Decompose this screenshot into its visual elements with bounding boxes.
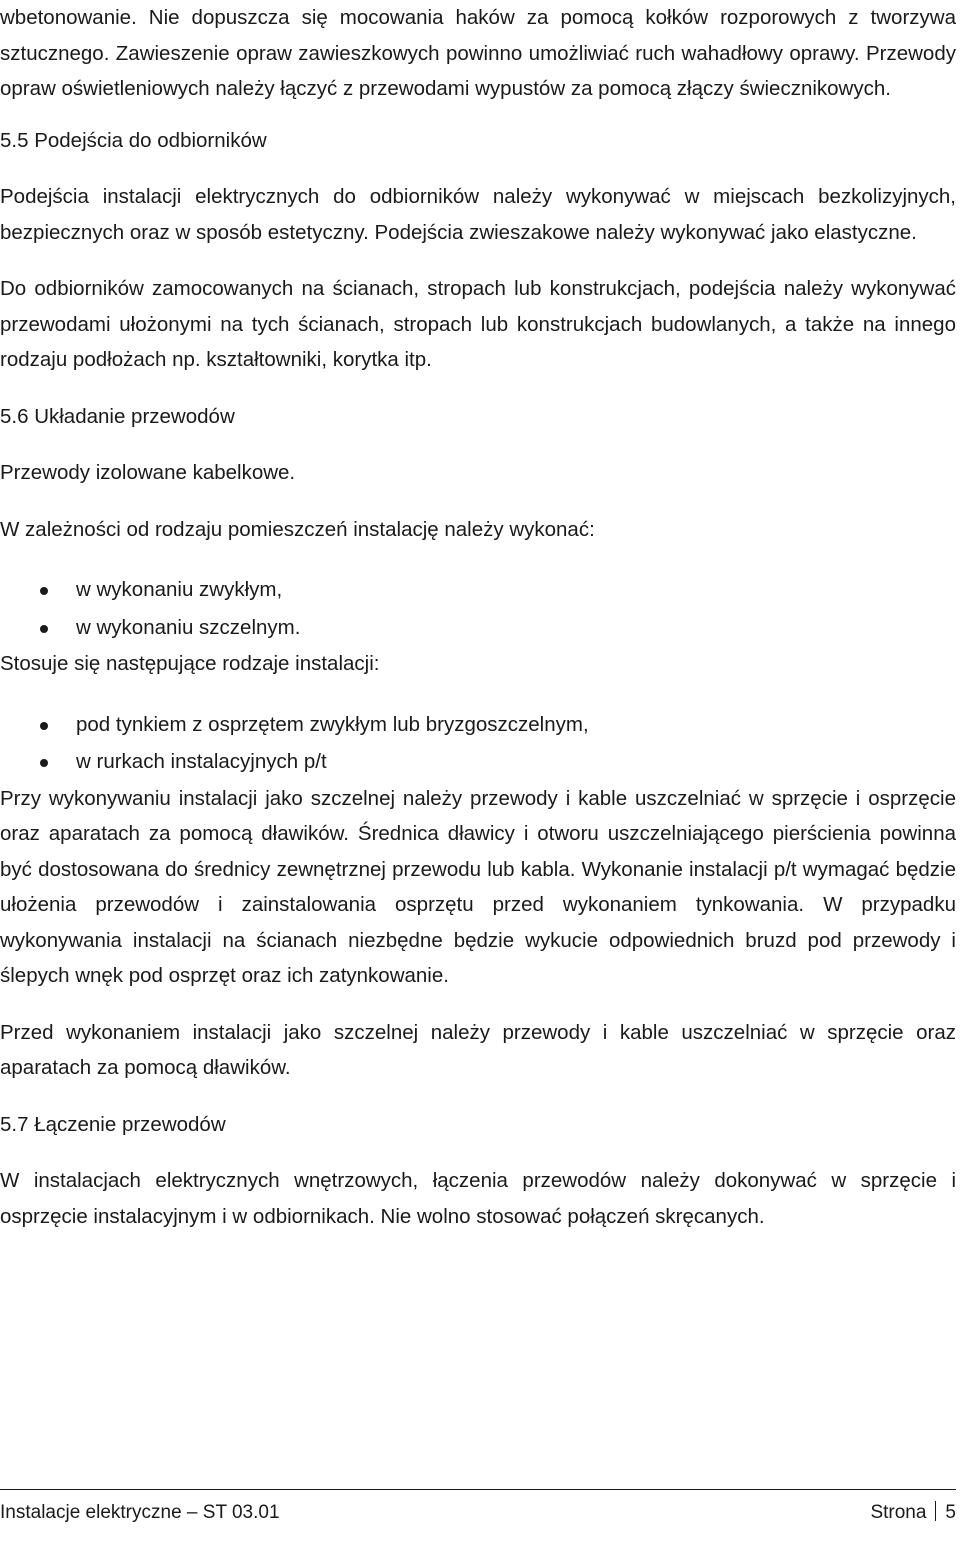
list-item xyxy=(0,743,956,781)
list-item-text: w wykonaniu szczelnym. xyxy=(76,615,301,639)
section-5-6-paragraph-5: Przed wykonaniem instalacji jako szczelnej należy przewody i kable uszczelniać w sprzęcie oraz aparatach za pomocą dławików. xyxy=(0,1020,956,1079)
footer-separator xyxy=(935,1501,936,1521)
section-5-5-paragraph-1: Podejścia instalacji elektrycznych do odbiorników należy wykonywać w miejscach bezkolizyjnych, bezpiecznych oraz w sposób estetyczny. Podejścia zwieszakowe należy wykonywać jako elastyczne. xyxy=(0,185,956,244)
bullet-icon xyxy=(40,587,48,595)
list-item-text: pod tynkiem z osprzętem zwykłym lub bryzgoszczelnym, xyxy=(76,712,589,736)
list-item xyxy=(0,609,956,647)
footer-page-label: Strona xyxy=(870,1502,927,1523)
section-5-7-paragraph-1: W instalacjach elektrycznych wnętrzowych, łączenia przewodów należy dokonywać w sprzęcie i osprzęcie instalacyjnym i w odbiornikach. Nie wolno stosować połączeń skręcanych. xyxy=(0,1169,956,1228)
section-5-5-heading: 5.5 Podejścia do odbiorników xyxy=(0,128,267,152)
section-5-6-paragraph-3: Stosuje się następujące rodzaje instalacji: xyxy=(0,652,380,675)
list-item xyxy=(0,571,956,609)
section-5-7-heading: 5.7 Łączenie przewodów xyxy=(0,1112,226,1136)
footer-document-title: Instalacje elektryczne – ST 03.01 xyxy=(0,1502,280,1523)
bullet-icon xyxy=(40,722,48,730)
section-5-6-paragraph-2: W zależności od rodzaju pomieszczeń instalację należy wykonać: xyxy=(0,517,595,541)
section-5-6-paragraph-1: Przewody izolowane kabelkowe. xyxy=(0,461,296,484)
section-5-6-heading: 5.6 Układanie przewodów xyxy=(0,404,235,428)
footer-page-indicator xyxy=(870,1498,956,1528)
footer-page-number: 5 xyxy=(945,1502,956,1523)
list-item-text: w wykonaniu zwykłym, xyxy=(76,578,283,601)
bullet-icon xyxy=(40,759,48,767)
section-5-5-paragraph-2: Do odbiorników zamocowanych na ścianach, stropach lub konstrukcjach, podejścia należy wykonywać przewodami ułożonymi na tych ścianach, stropach lub konstrukcjach budowlanych, a także na innego rodzaju podłożach np. kształtowniki, korytka itp. xyxy=(0,277,956,371)
list-item xyxy=(0,706,956,744)
page-footer xyxy=(0,1489,956,1528)
bullet-icon xyxy=(40,625,48,633)
list-item-text: w rurkach instalacyjnych p/t xyxy=(76,750,327,773)
bullet-list-installation-types xyxy=(0,706,956,781)
bullet-list-execution xyxy=(0,571,956,646)
intro-paragraph: wbetonowanie. Nie dopuszcza się mocowania haków za pomocą kołków rozporowych z tworzywa sztucznego. Zawieszenie opraw zawieszkowych powinno umożliwiać ruch wahadłowy oprawy. Przewody opraw oświetleniowych należy łączyć z przewodami wypustów za pomocą złączy świecznikowych. xyxy=(0,6,956,100)
section-5-6-paragraph-4: Przy wykonywaniu instalacji jako szczelnej należy przewody i kable uszczelniać w sprzęcie i osprzęcie oraz aparatach za pomocą dławików. Średnica dławicy i otworu uszczelniającego pierścienia powinna być dostosowana do średnicy zewnętrznej przewodu lub kabla. Wykonanie instalacji p/t wymagać będzie ułożenia przewodów i zainstalowania osprzętu przed wykonaniem tynkowania. W przypadku wykonywania instalacji na ścianach niezbędne będzie wykucie odpowiednich bruzd pod przewody i ślepych wnęk pod osprzęt oraz ich zatynkowanie. xyxy=(0,786,956,987)
